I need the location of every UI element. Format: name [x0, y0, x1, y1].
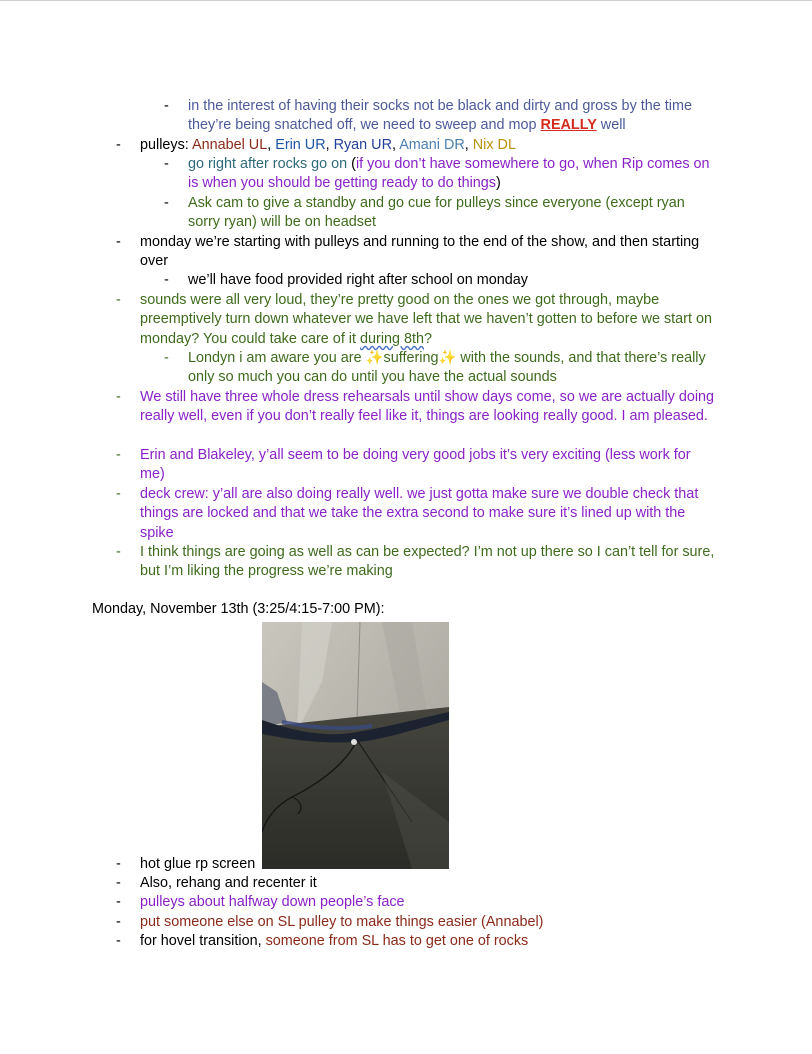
bullet-dash: - — [116, 933, 121, 949]
list-item — [164, 194, 713, 233]
bullet-dash: - — [116, 292, 121, 308]
sparkle-emoji: ✨ — [438, 350, 457, 366]
item-text: We still have three whole dress rehearsals until show days come, so we are actually doing really well, even if you don’t really feel like it, things are looking really good. I am pleased. — [140, 389, 715, 425]
assignment-erin: Erin UR — [275, 137, 326, 153]
item-text: we’ll have food provided right after school on monday — [188, 272, 528, 288]
paren-open: ( — [347, 156, 356, 172]
pulleys-label: pulleys: — [140, 137, 192, 153]
list-item — [164, 271, 713, 290]
assignment-ryan: Ryan UR — [333, 137, 392, 153]
bullet-dash: - — [116, 914, 121, 930]
assignment-nix: Nix DL — [472, 137, 516, 153]
emphasis-text: REALLY — [540, 117, 597, 134]
list-item — [164, 349, 718, 388]
rp-screen-photo — [262, 622, 449, 869]
item-text-tail: well — [596, 117, 626, 134]
bullet-dash: - — [116, 389, 121, 405]
bullet-dash: - — [116, 137, 121, 153]
spellcheck-text: during 8th — [360, 330, 425, 347]
item-text: Erin and Blakeley, y’all seem to be doing very good jobs it’s very exciting (less work for me) — [140, 447, 691, 483]
bullet-dash: - — [164, 272, 169, 288]
list-item — [116, 233, 720, 272]
list-item — [116, 913, 715, 932]
bullet-dash: - — [116, 894, 121, 910]
bullet-dash: - — [164, 350, 169, 366]
page-top-border — [0, 0, 812, 1]
bullet-dash: - — [116, 447, 121, 463]
list-item — [116, 543, 715, 582]
list-item — [116, 446, 715, 485]
item-text: monday we’re starting with pulleys and running to the end of the show, and then starting over — [140, 234, 700, 270]
screen-photo-drawing — [262, 622, 449, 869]
item-text: sounds were all very loud, they’re pretty good on the ones we got through, maybe preemptively turn down whatever we have left that we haven’t gotten to before we start on monday? You could take care of it — [140, 292, 712, 347]
list-item — [116, 485, 715, 543]
item-text: Londyn i am aware you are — [188, 350, 366, 366]
item-text: for hovel transition, — [140, 933, 266, 949]
list-item — [116, 388, 715, 427]
list-item — [116, 874, 715, 893]
list-item — [164, 97, 713, 136]
item-text: Also, rehang and recenter it — [140, 875, 317, 891]
bullet-dash: - — [116, 544, 121, 560]
item-text-end: with the sounds, and that there’s really only so much you can do until you have the actual sounds — [188, 350, 706, 386]
assignment-amani: Amani DR — [399, 137, 465, 153]
bullet-dash: - — [164, 195, 169, 211]
item-text-end: ? — [424, 330, 433, 347]
list-item — [116, 893, 715, 912]
item-text: Ask cam to give a standby and go cue for pulleys since everyone (except ryan sorry ryan) will be on headset — [188, 195, 685, 231]
item-text-colored: someone from SL has to get one of rocks — [265, 933, 529, 949]
item-text: pulleys about halfway down people’s face — [140, 894, 405, 910]
bullet-dash: - — [164, 156, 169, 172]
bullet-dash: - — [116, 234, 121, 250]
item-text: I think things are going as well as can be expected? I’m not up there so I can’t tell for sure, but I’m liking the progress we’re making — [140, 544, 715, 580]
item-text: put someone else on SL pulley to make things easier (Annabel) — [140, 914, 544, 930]
section-heading: Monday, November 13th (3:25/4:15-7:00 PM): — [92, 601, 385, 617]
list-item — [116, 932, 715, 951]
paren-close: ) — [496, 175, 501, 192]
item-text: deck crew: y’all are also doing really well. we just gotta make sure we double check that things are locked and that we take the extra second to make sure it’s lined up with the spike — [140, 486, 699, 541]
bullet-dash: - — [116, 875, 121, 891]
item-text: in the interest of having their socks not be black and dirty and gross by the time they’re being snatched off, we need to sweep and mop — [188, 98, 692, 134]
item-text-mid: suffering — [383, 350, 439, 366]
assignment-annabel: Annabel UL — [192, 137, 268, 153]
list-item — [116, 855, 260, 874]
bullet-dash: - — [116, 856, 121, 872]
bullet-dash: - — [116, 486, 121, 502]
item-text: go right after rocks go on — [188, 156, 348, 172]
list-item — [164, 155, 713, 194]
list-item — [116, 291, 715, 349]
item-text: hot glue rp screen — [140, 856, 256, 872]
sparkle-emoji: ✨ — [365, 350, 384, 366]
list-item-pulleys: - pulleys: Annabel UL, Erin UR, Ryan UR, Amani DR, Nix DL — [140, 136, 720, 155]
item-text-paren: if you don’t have somewhere to go, when Rip comes on is when you should be getting ready to do things — [188, 156, 710, 192]
bullet-dash: - — [164, 98, 169, 114]
